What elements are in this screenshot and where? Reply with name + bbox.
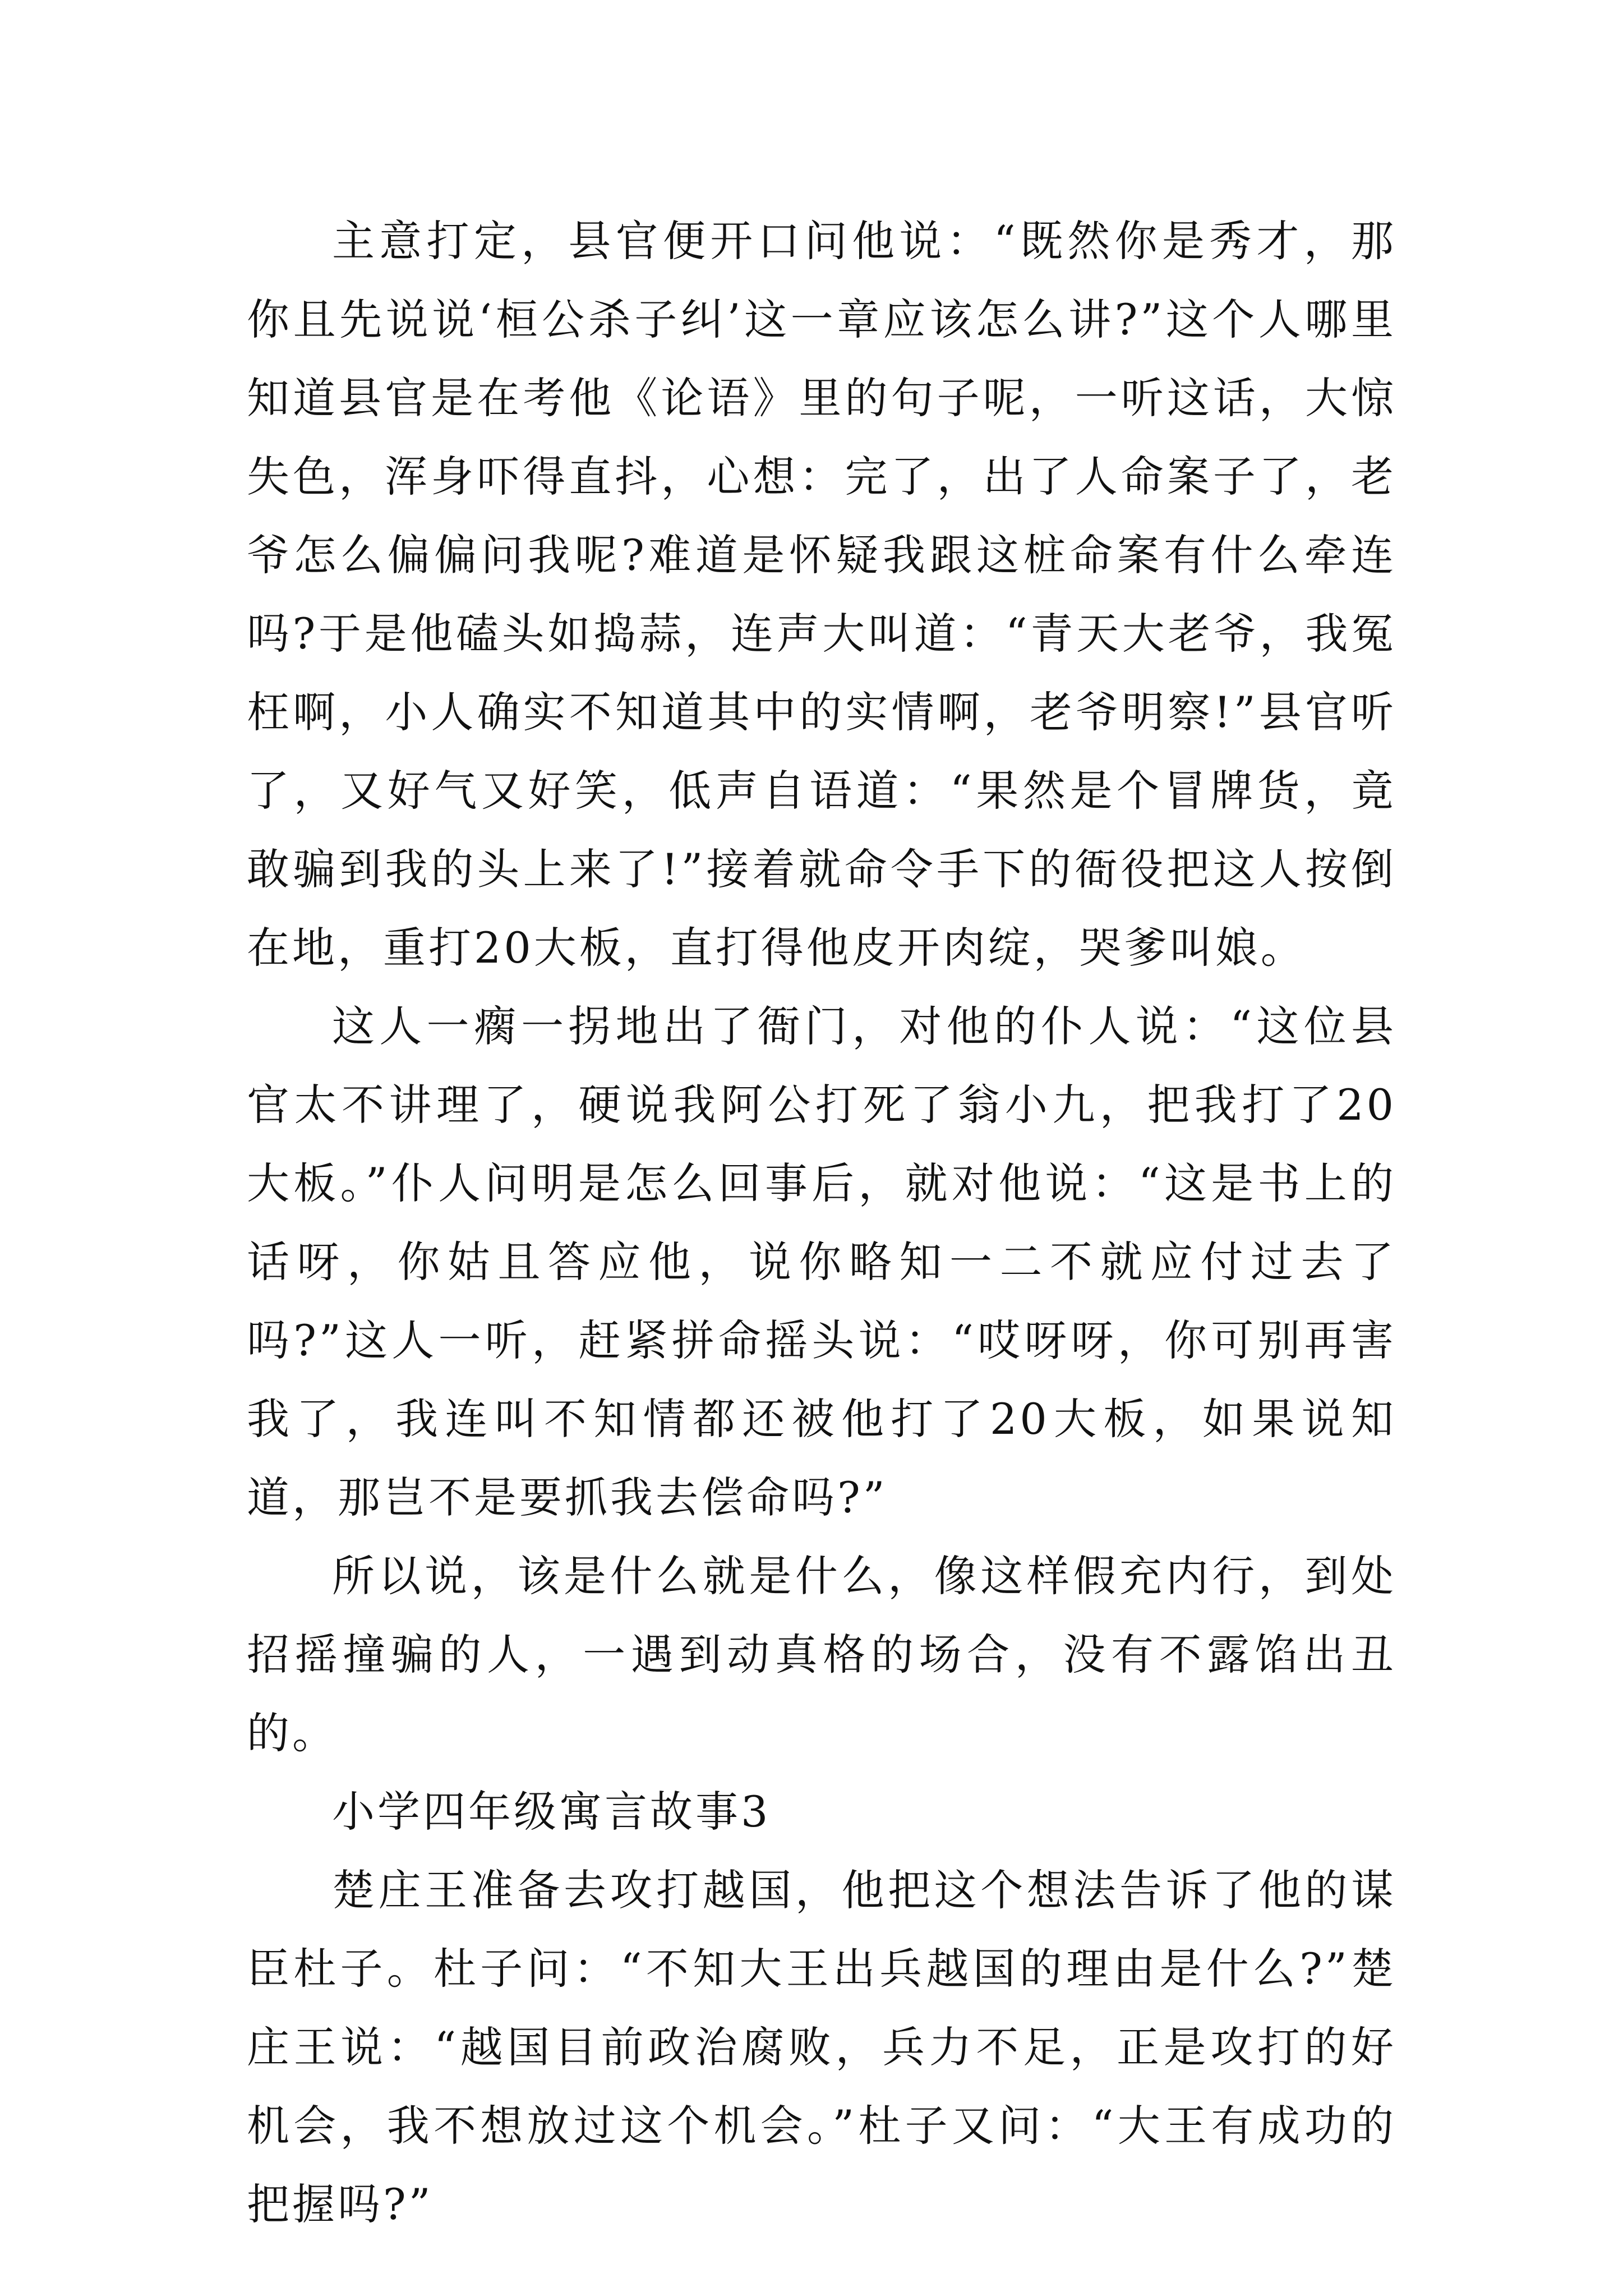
paragraph: 这人一瘸一拐地出了衙门，对他的仆人说：“这位县官太不讲理了，硬说我阿公打死了翁小九，把我打了20大板。”仆人问明是怎么回事后，就对他说：“这是书上的话呀，你姑且答应他，说你略知一二不就应付过去了吗?”这人一听，赶紧拼命摇头说：“哎呀呀，你可别再害我了，我连叫不知情都还被他打了20大板，如果说知道，那岂不是要抓我去偿命吗?” — [247, 1001, 1396, 1522]
paragraph: 楚庄王准备去攻打越国，他把这个想法告诉了他的谋臣杜子。杜子问：“不知大王出兵越国的理由是什么?”楚庄王说：“越国目前政治腐败，兵力不足，正是攻打的好机会，我不想放过这个机会。”杜子又问：“大王有成功的把握吗?” — [247, 1865, 1396, 2229]
section-heading: 小学四年级寓言故事3 — [332, 1787, 771, 1837]
paragraph: 主意打定，县官便开口问他说：“既然你是秀才，那你且先说说‘桓公杀子纠’这一章应该怎么讲?”这个人哪里知道县官是在考他《论语》里的句子呢，一听这话，大惊失色，浑身吓得直抖，心想：完了，出了人命案子了，老爷怎么偏偏问我呢?难道是怀疑我跟这桩命案有什么牵连吗?于是他磕头如捣蒜，连声大叫道：“青天大老爷，我冤枉啊，小人确实不知道其中的实情啊，老爷明察!”县官听了，又好气又好笑，低声自语道：“果然是个冒牌货，竟敢骗到我的头上来了!”接着就命令手下的衙役把这人按倒在地，重打20大板，直打得他皮开肉绽，哭爹叫娘。 — [247, 216, 1396, 973]
paragraph: 所以说，该是什么就是什么，像这样假充内行，到处招摇撞骗的人，一遇到动真格的场合，没有不露馅出丑的。 — [247, 1551, 1396, 1758]
document-body — [247, 202, 1396, 2244]
